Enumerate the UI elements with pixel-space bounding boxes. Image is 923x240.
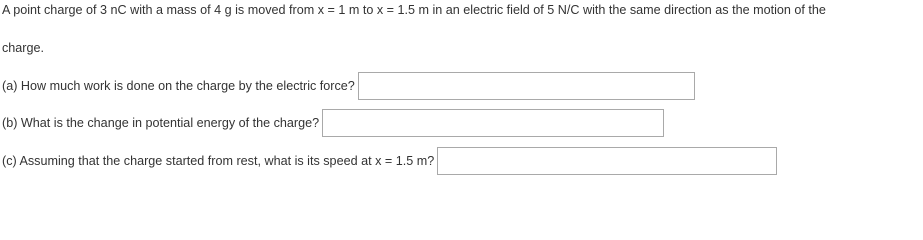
- question-a: [2, 72, 695, 100]
- problem-text-line-1: A point charge of 3 nC with a mass of 4 g is moved from x = 1 m to x = 1.5 m in an electric field of 5 N/C with the same direction as the motion of the: [2, 3, 826, 17]
- question-b: [2, 109, 664, 137]
- question-c: [2, 147, 777, 175]
- question-a-label: (a) How much work is done on the charge by the electric force?: [2, 78, 355, 93]
- answer-a-input[interactable]: [358, 72, 695, 100]
- answer-b-input[interactable]: [322, 109, 664, 137]
- question-c-label: (c) Assuming that the charge started from rest, what is its speed at x = 1.5 m?: [2, 153, 435, 168]
- question-b-label: (b) What is the change in potential energy of the charge?: [2, 115, 320, 130]
- answer-c-input[interactable]: [437, 147, 777, 175]
- problem-text-line-2: charge.: [2, 41, 45, 55]
